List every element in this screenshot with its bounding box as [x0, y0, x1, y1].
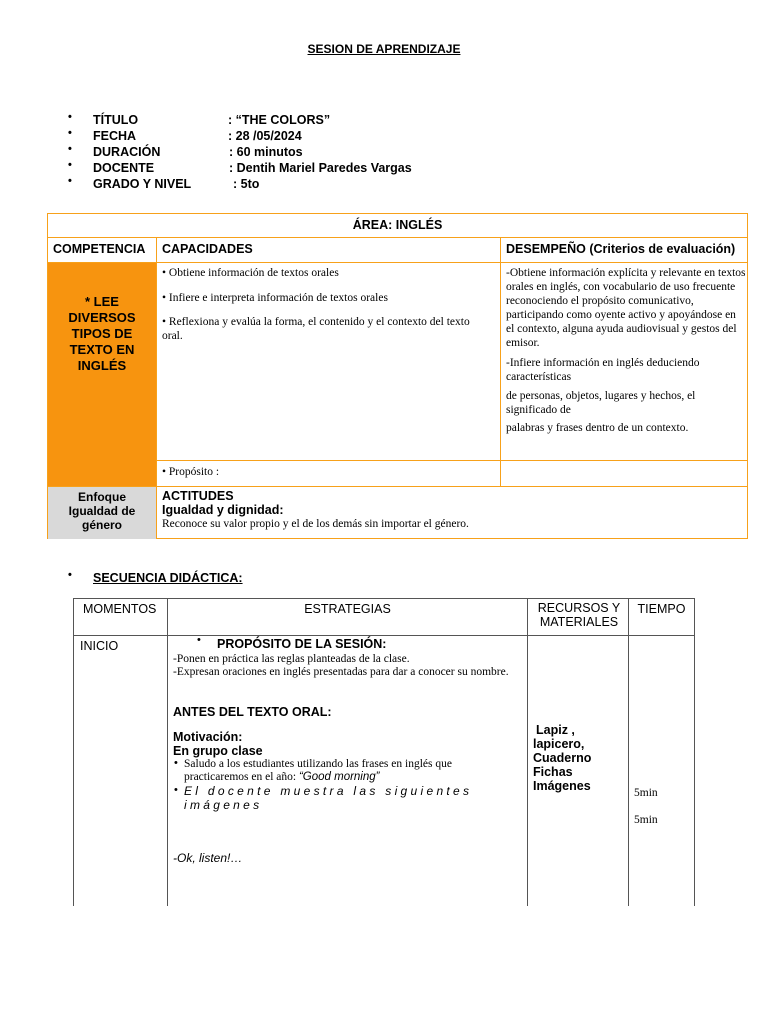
- grid-line: [156, 460, 747, 461]
- recurso-item: Cuaderno: [533, 751, 592, 765]
- bullet-icon: •: [68, 159, 72, 171]
- desempeno-text: palabras y frases dentro de un contexto.: [506, 422, 689, 434]
- header-competencia: COMPETENCIA: [53, 242, 146, 256]
- bullet-icon: •: [174, 757, 178, 769]
- recurso-item: Imágenes: [533, 779, 591, 793]
- recursos-list: [533, 723, 591, 793]
- competencia-text: * LEE DIVERSOS TIPOS DE TEXTO EN INGLÉS: [68, 294, 136, 373]
- saludo-prefix: Saludo a los estudiantes utilizando las frases en inglés que practicaremos en el año:: [184, 758, 452, 783]
- area-table: [47, 213, 748, 539]
- header-momentos: MOMENTOS: [83, 602, 157, 616]
- actitudes-sub: Igualdad y dignidad:: [162, 503, 284, 517]
- grupo-label: En grupo clase: [173, 744, 263, 758]
- info-value: : “THE COLORS”: [228, 113, 331, 127]
- enfoque-text: Enfoque Igualdad de género: [68, 490, 136, 532]
- info-label: DOCENTE: [93, 161, 155, 175]
- bullet-icon: •: [68, 111, 72, 123]
- header-estrategias: ESTRATEGIAS: [304, 602, 391, 616]
- info-label: TÍTULO: [93, 113, 139, 127]
- secuencia-table: [73, 598, 695, 918]
- actitudes-label: ACTITUDES: [162, 489, 234, 503]
- proposito-label: • Propósito :: [162, 466, 220, 478]
- grid-line: [48, 237, 747, 238]
- grid-line: [694, 598, 695, 906]
- recurso-item: Lapiz ,: [536, 723, 575, 737]
- antes-texto-oral: ANTES DEL TEXTO ORAL:: [173, 705, 332, 719]
- capacidad-item: • Infiere e interpreta información de textos orales: [162, 292, 388, 304]
- ok-listen-text: -Ok, listen!…: [173, 851, 243, 865]
- info-value: : 28 /05/2024: [228, 129, 302, 143]
- bullet-icon: •: [68, 127, 72, 139]
- bullet-icon: •: [197, 634, 201, 646]
- capacidad-item: • Obtiene información de textos orales: [162, 267, 339, 279]
- grid-line: [167, 598, 168, 906]
- bullet-icon: •: [68, 143, 72, 155]
- tiempo-value: 5min: [634, 787, 658, 799]
- document-title: SESION DE APRENDIZAJE: [307, 42, 461, 56]
- area-title: ÁREA: INGLÉS: [352, 218, 443, 232]
- grid-line: [500, 237, 501, 486]
- bullet-icon: •: [174, 784, 178, 796]
- saludo-text: [184, 758, 504, 784]
- info-value: : Dentih Mariel Paredes Vargas: [229, 161, 412, 175]
- grid-line: [73, 598, 74, 906]
- grid-line: [527, 598, 528, 906]
- competencia-cell: [48, 263, 156, 486]
- momento-inicio: INICIO: [80, 639, 119, 653]
- enfoque-cell: [48, 487, 156, 539]
- info-value: : 5to: [233, 177, 260, 191]
- tiempo-value: 5min: [634, 814, 658, 826]
- bullet-icon: •: [68, 569, 72, 581]
- grid-line: [156, 237, 157, 538]
- recurso-item: lapicero,: [533, 737, 585, 751]
- info-label: GRADO Y NIVEL: [93, 177, 192, 191]
- proposito-line: -Expresan oraciones en inglés presentadas para dar a conocer su nombre.: [173, 666, 509, 678]
- info-value: : 60 minutos: [229, 145, 303, 159]
- grid-line: [48, 486, 747, 487]
- secuencia-title: SECUENCIA DIDÁCTICA:: [93, 571, 243, 585]
- header-desempeno: DESEMPEÑO (Criterios de evaluación): [506, 242, 736, 256]
- actitudes-text: Reconoce su valor propio y el de los demás sin importar el género.: [162, 518, 469, 530]
- grid-line: [628, 598, 629, 906]
- desempeno-text: de personas, objetos, lugares y hechos, el significado de: [506, 390, 696, 416]
- bullet-icon: •: [68, 175, 72, 187]
- proposito-sesion-title: PROPÓSITO DE LA SESIÓN:: [217, 637, 387, 651]
- desempeno-text: -Infiere información en inglés deduciendo características: [506, 357, 700, 383]
- saludo-quote: “Good morning”: [298, 771, 380, 783]
- info-label: FECHA: [93, 129, 137, 143]
- header-capacidades: CAPACIDADES: [162, 242, 253, 256]
- desempeno-text: -Obtiene información explícita y relevante en textos orales en inglés, con vocabulario de uso frecuente reconociendo el propósito comunicativo, participando como oyente activo y apoyándose en el contexto, alguna ayuda audiovisual y gestos del emisor.: [506, 267, 746, 349]
- header-tiempo: TIEMPO: [637, 602, 686, 616]
- docente-muestra-text: El docente muestra las siguientes imágenes: [184, 784, 473, 812]
- info-label: DURACIÓN: [93, 145, 161, 159]
- header-recursos: RECURSOS Y MATERIALES: [537, 601, 621, 629]
- proposito-line: -Ponen en práctica las reglas planteadas de la clase.: [173, 653, 410, 665]
- capacidad-item: • Reflexiona y evalúa la forma, el contenido y el contexto del texto oral.: [162, 316, 470, 342]
- recurso-item: Fichas: [533, 765, 573, 779]
- grid-line: [48, 262, 747, 263]
- motivacion-label: Motivación:: [173, 730, 243, 744]
